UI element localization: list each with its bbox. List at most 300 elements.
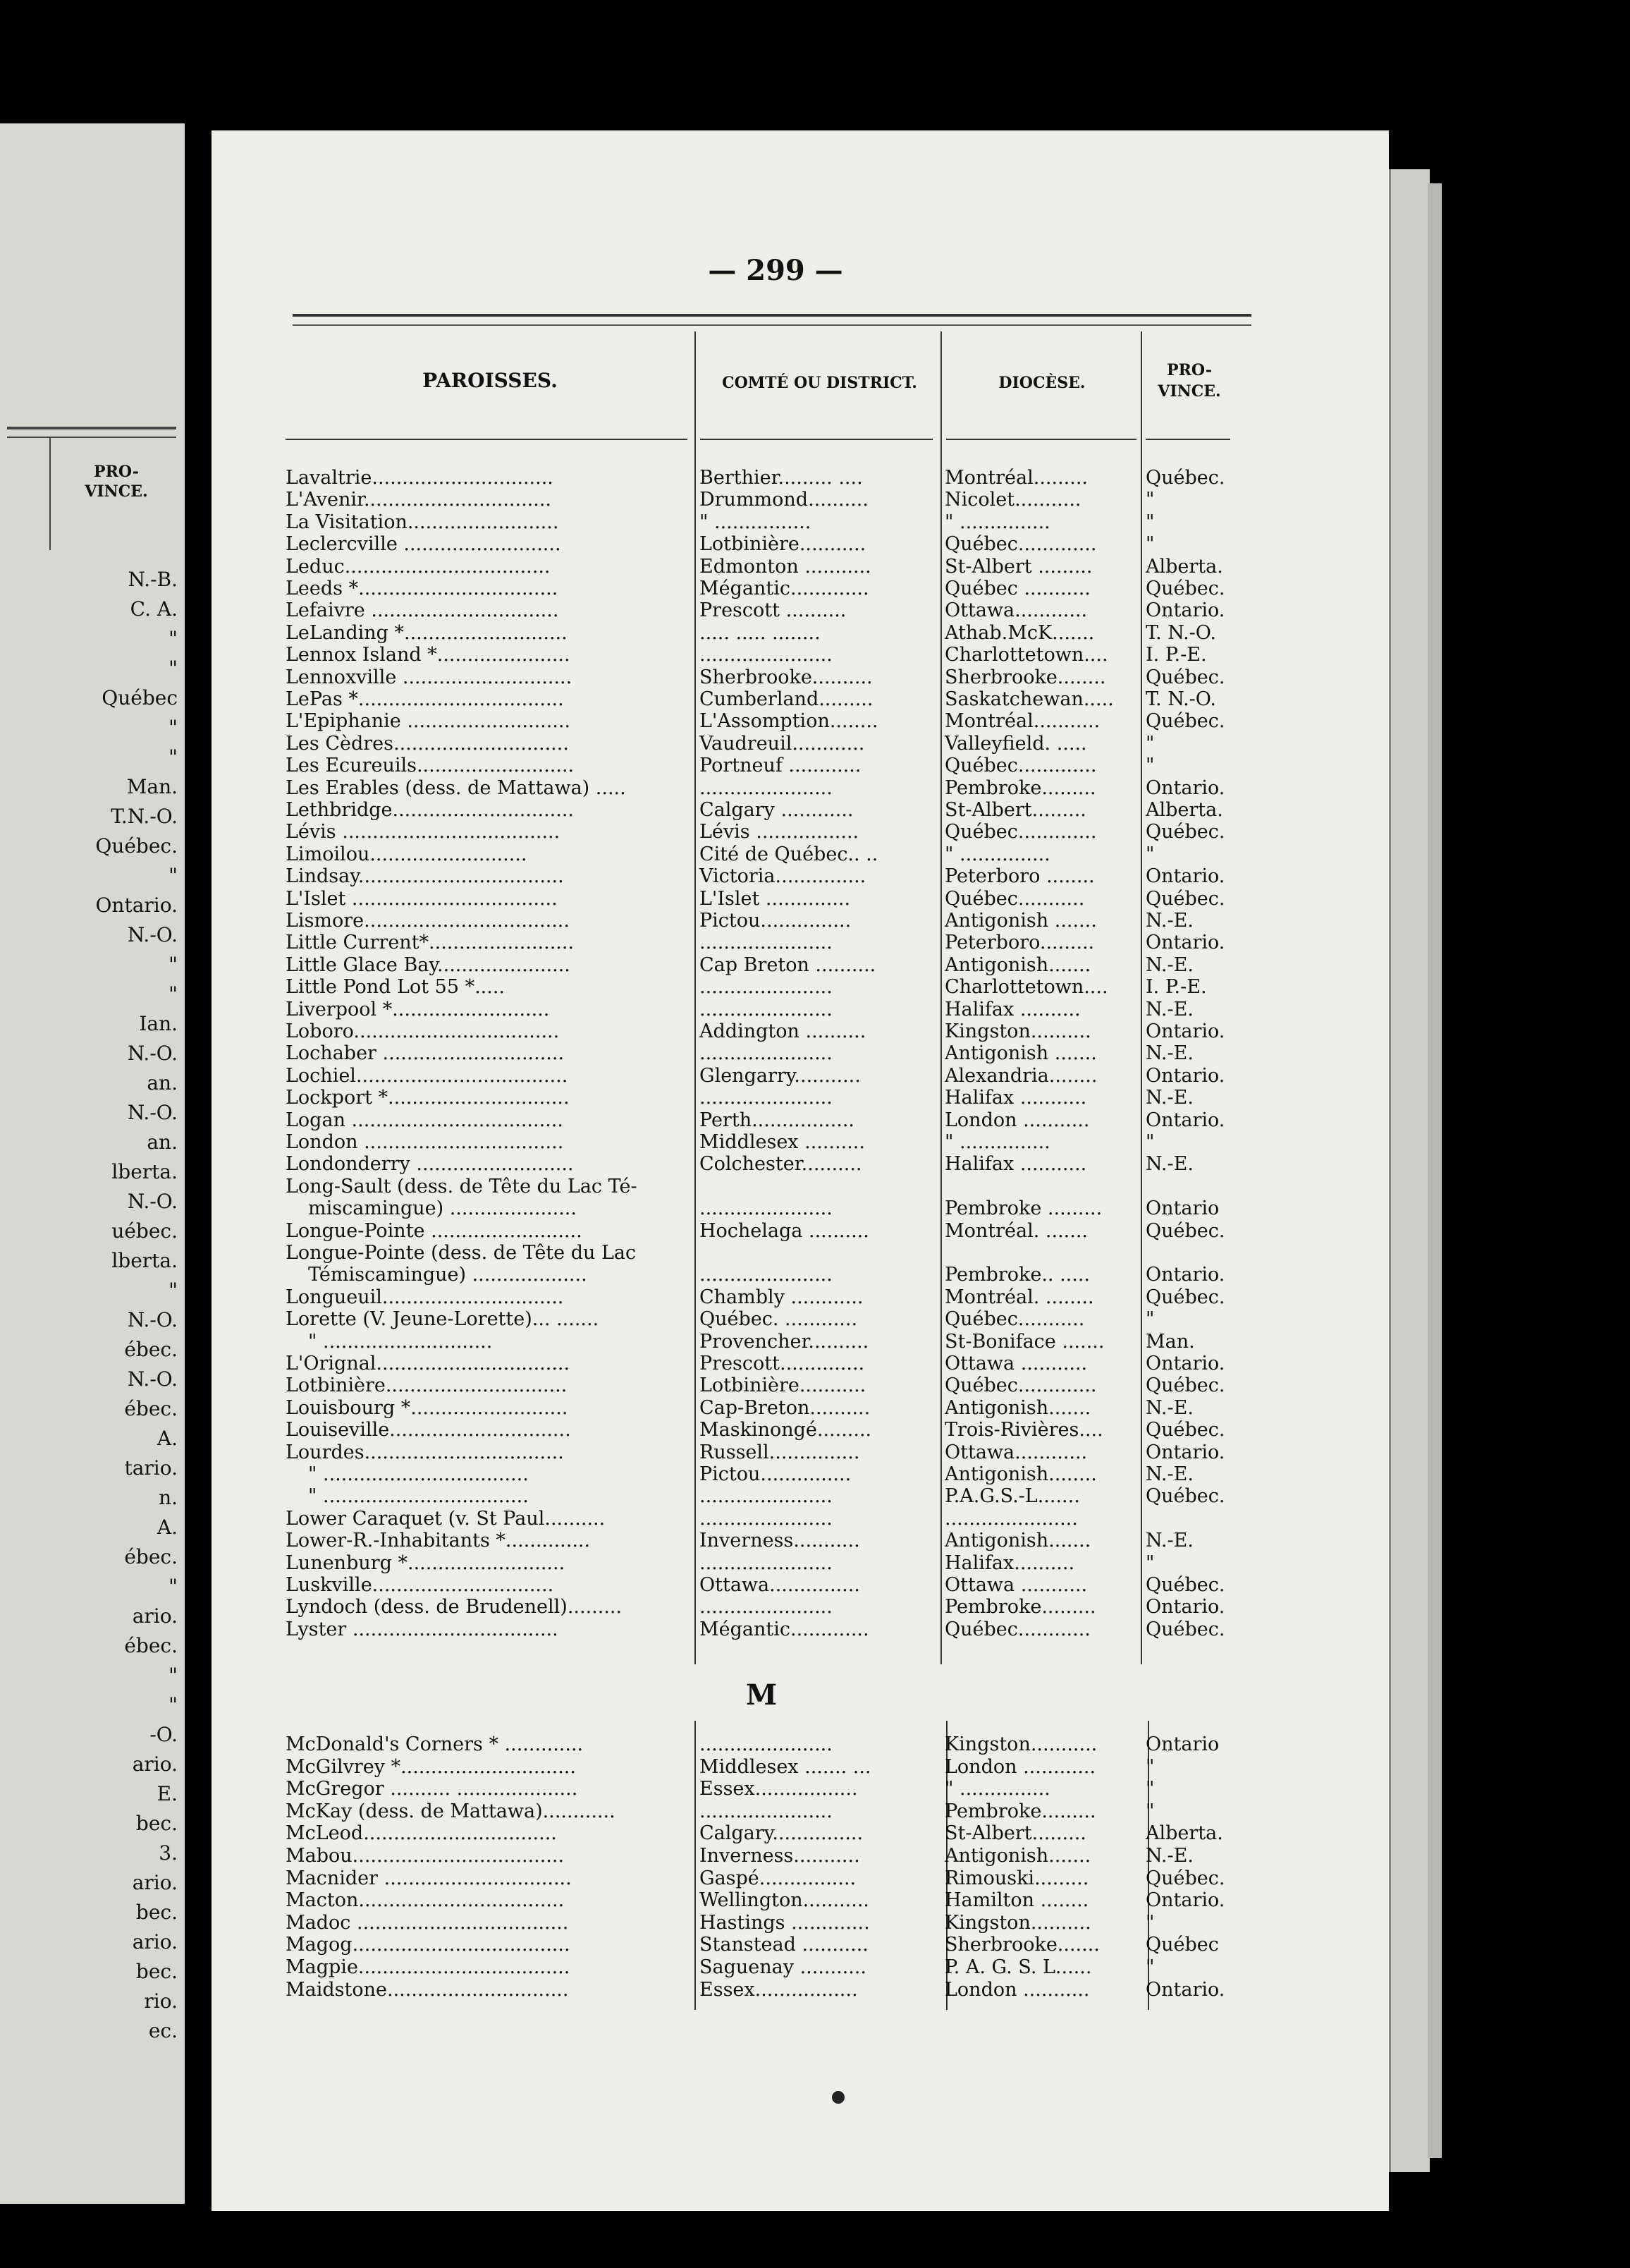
parish-cell: McGilvrey *.............................: [286, 1756, 576, 1778]
county-cell: Colchester..........: [699, 1153, 862, 1175]
table-row: [0, 533, 1269, 555]
diocese-cell: Rimouski.........: [945, 1867, 1089, 1889]
prev-province-entry: ": [168, 627, 178, 650]
province-cell: N.-E.: [1146, 1042, 1194, 1064]
county-cell: Cap Breton ..........: [699, 954, 876, 976]
diocese-cell: Ottawa............: [945, 599, 1088, 621]
table-row: [0, 865, 1269, 887]
province-cell: Ontario.: [1146, 777, 1225, 799]
parish-cell: Lotbinière..............................: [286, 1374, 568, 1396]
county-cell: Cap-Breton..........: [699, 1397, 871, 1419]
diocese-cell: Kingston..........: [945, 1912, 1091, 1934]
diocese-cell: Antigonish .......: [945, 1042, 1097, 1064]
prev-province-entry: Québec.: [95, 834, 178, 858]
county-cell: Inverness...........: [699, 1530, 860, 1551]
county-cell: Russell...............: [699, 1441, 860, 1463]
diocese-cell: Québec...........: [945, 1308, 1085, 1330]
province-cell: Ontario.: [1146, 1353, 1225, 1374]
page-number: — 299 —: [708, 254, 843, 287]
parish-cell: Lourdes.................................: [286, 1441, 564, 1463]
county-cell: Québec. ............: [699, 1308, 858, 1330]
prev-province-entry: ario.: [132, 1604, 178, 1628]
table-row: [0, 1979, 1269, 2001]
prev-header-rule: [7, 427, 176, 438]
county-cell: Lotbinière...........: [699, 533, 866, 555]
parish-cell: Magog....................................: [286, 1934, 570, 1956]
header-underline-3: [946, 439, 1136, 440]
prev-province-entry: uébec.: [111, 1219, 178, 1243]
county-cell: Wellington...........: [699, 1889, 870, 1911]
parish-cell: L'Avenir...............................: [286, 489, 552, 511]
prev-province-entry: ": [168, 745, 178, 769]
header-diocese: DIOCÈSE.: [998, 374, 1086, 392]
county-cell: Prescott..............: [699, 1353, 865, 1374]
diocese-cell: " ...............: [945, 511, 1050, 533]
parish-cell: Lefaivre ...............................: [286, 599, 559, 621]
header-underline-1: [286, 439, 687, 440]
ink-speck: [832, 2091, 845, 2104]
parish-cell: Lethbridge..............................: [286, 799, 574, 821]
parish-cell: McGregor .......... ....................: [286, 1778, 578, 1800]
prev-province-entry: N.-O.: [127, 923, 178, 946]
parish-cell: La Visitation.........................: [286, 511, 559, 533]
prev-province-entry: N.-O.: [127, 1101, 178, 1124]
table-row: [0, 1934, 1269, 1956]
prev-province-entry: ario.: [132, 1752, 178, 1776]
province-cell: Québec.: [1146, 666, 1225, 688]
county-cell: Middlesex ....... ...: [699, 1756, 871, 1778]
parish-cell: Londonderry ..........................: [286, 1153, 574, 1175]
table-row: [0, 910, 1269, 932]
county-cell: Mégantic.............: [699, 578, 869, 599]
diocese-cell: Antigonish........: [945, 1463, 1097, 1485]
diocese-cell: ......................: [945, 1508, 1078, 1530]
prev-province-entry: ébec.: [124, 1397, 178, 1420]
table-row: [0, 1419, 1269, 1441]
prev-province-entry: an.: [147, 1071, 178, 1095]
parish-cell: Louisbourg *..........................: [286, 1397, 568, 1419]
diocese-cell: Alexandria........: [945, 1065, 1098, 1087]
diocese-cell: St-Albert.........: [945, 1822, 1086, 1844]
province-cell: Québec: [1146, 1934, 1219, 1956]
diocese-cell: Ottawa ...........: [945, 1574, 1088, 1596]
prev-province-entry: ébec.: [124, 1338, 178, 1361]
diocese-cell: Québec............: [945, 1618, 1091, 1640]
province-cell: Ontario.: [1146, 1020, 1225, 1042]
county-cell: Provencher..........: [699, 1331, 869, 1353]
county-cell: Perth.................: [699, 1109, 854, 1131]
table-row: [0, 1596, 1269, 1618]
county-cell: Stanstead ...........: [699, 1934, 869, 1956]
table-row: [0, 999, 1269, 1020]
diocese-cell: Antigonish.......: [945, 954, 1091, 976]
county-cell: Pictou...............: [699, 910, 852, 932]
diocese-cell: London ...........: [945, 1109, 1090, 1131]
province-cell: Québec.: [1146, 1574, 1225, 1596]
province-cell: N.-E.: [1146, 1463, 1194, 1485]
prev-province-entry: 3.: [159, 1841, 178, 1865]
province-cell: Man.: [1146, 1331, 1195, 1353]
diocese-cell: London ...........: [945, 1979, 1090, 2001]
parish-cell: Lower Caraquet (v. St Paul..........: [286, 1508, 606, 1530]
county-cell: Addington ..........: [699, 1020, 866, 1042]
parish-cell: Leeds *.................................: [286, 578, 558, 599]
prev-province-entry: ": [168, 657, 178, 680]
prev-province-entry: rio.: [144, 1989, 178, 2013]
table-row: [0, 644, 1269, 666]
diocese-cell: Québec ...........: [945, 578, 1091, 599]
prev-province-entry: ": [168, 1279, 178, 1302]
diocese-cell: Ottawa............: [945, 1441, 1088, 1463]
table-row: [0, 843, 1269, 865]
table-row: [0, 1508, 1269, 1530]
parish-cell: miscamingue) .....................: [308, 1197, 577, 1219]
province-cell: T. N.-O.: [1146, 622, 1216, 644]
table-row: [0, 1065, 1269, 1087]
table-row: [0, 1264, 1269, 1286]
diocese-cell: Athab.McK.......: [945, 622, 1095, 644]
diocese-cell: Halifax ...........: [945, 1087, 1087, 1109]
table-row: [0, 489, 1269, 511]
prev-province-entry: E.: [157, 1782, 178, 1805]
diocese-cell: Montréal.........: [945, 467, 1089, 489]
parish-cell: Magpie...................................: [286, 1956, 570, 1978]
province-cell: Québec.: [1146, 1419, 1225, 1441]
parish-cell: Les Erables (dess. de Mattawa) .....: [286, 777, 626, 799]
county-cell: Gaspé................: [699, 1867, 857, 1889]
table-row: [0, 1756, 1269, 1778]
section-letter: M: [745, 1678, 778, 1712]
parish-cell: Luskville..............................: [286, 1574, 554, 1596]
parish-cell: L'Islet ..................................: [286, 888, 558, 910]
diocese-cell: " ...............: [945, 843, 1050, 865]
table-row: [0, 599, 1269, 621]
diocese-cell: Trois-Rivières....: [945, 1419, 1103, 1441]
prev-province-entry: N.-B.: [128, 568, 178, 591]
diocese-cell: Québec.............: [945, 533, 1097, 555]
diocese-cell: Kingston..........: [945, 1020, 1091, 1042]
diocese-cell: P. A. G. S. L......: [945, 1956, 1092, 1978]
parish-cell: Mabou...................................: [286, 1845, 565, 1867]
county-cell: Chambly ............: [699, 1286, 864, 1308]
table-row: [0, 1374, 1269, 1396]
prev-province-entry: tario.: [124, 1456, 178, 1480]
diocese-cell: Saskatchewan.....: [945, 688, 1114, 710]
parish-cell: " ..................................: [308, 1485, 529, 1507]
diocese-cell: Québec.............: [945, 1374, 1097, 1396]
diocese-cell: Antigonish .......: [945, 910, 1097, 932]
table-row: [0, 578, 1269, 599]
prev-province-entry: bec.: [135, 1960, 178, 1983]
parish-cell: Maidstone..............................: [286, 1979, 569, 2001]
province-cell: I. P.-E.: [1146, 976, 1207, 998]
prev-province-entry: A.: [157, 1427, 178, 1450]
table-row: [0, 1331, 1269, 1353]
diocese-cell: Kingston...........: [945, 1733, 1098, 1755]
table-row: [0, 932, 1269, 953]
parish-cell: Little Glace Bay......................: [286, 954, 570, 976]
parish-cell: L'Orignal................................: [286, 1353, 570, 1374]
table-row: [0, 1197, 1269, 1219]
diocese-cell: Valleyfield. .....: [945, 733, 1087, 755]
parish-cell: Madoc ...................................: [286, 1912, 569, 1934]
province-cell: N.-E.: [1146, 1153, 1194, 1175]
province-cell: Ontario: [1146, 1733, 1220, 1755]
province-cell: Alberta.: [1146, 556, 1223, 578]
county-cell: L'Assomption........: [699, 710, 878, 732]
parish-cell: Long-Sault (dess. de Tête du Lac Té-: [286, 1176, 637, 1197]
page-edge: [1389, 169, 1430, 2172]
province-cell: Ontario.: [1146, 1264, 1225, 1286]
table-row: [0, 755, 1269, 776]
parish-cell: " ..................................: [308, 1463, 529, 1485]
province-cell: Ontario.: [1146, 1596, 1225, 1618]
prev-province-entry: bec.: [135, 1901, 178, 1924]
diocese-cell: Montréal. ........: [945, 1286, 1094, 1308]
parish-cell: Macnider ...............................: [286, 1867, 572, 1889]
diocese-cell: Pembroke .........: [945, 1197, 1103, 1219]
parish-cell: Lindsay..................................: [286, 865, 564, 887]
table-row: [0, 1867, 1269, 1889]
county-cell: Maskinongé.........: [699, 1419, 872, 1441]
prev-province-entry: ": [168, 716, 178, 739]
county-cell: Drummond..........: [699, 489, 869, 511]
diocese-cell: Antigonish.......: [945, 1530, 1091, 1551]
county-cell: ......................: [699, 1552, 833, 1574]
diocese-cell: Montréal...........: [945, 710, 1101, 732]
prev-province-entry: N.-O.: [127, 1367, 178, 1391]
table-row: [0, 1822, 1269, 1844]
county-cell: Prescott ..........: [699, 599, 847, 621]
table-row: [0, 733, 1269, 755]
header-underline-4: [1146, 439, 1230, 440]
table-row: [0, 1574, 1269, 1596]
county-cell: Edmonton ...........: [699, 556, 871, 578]
prev-province-entry: ébec.: [124, 1634, 178, 1657]
table-row: [0, 777, 1269, 799]
prev-province-entry: an.: [147, 1130, 178, 1154]
table-row: [0, 1087, 1269, 1109]
parish-cell: Lower-R.-Inhabitants *..............: [286, 1530, 591, 1551]
parish-cell: McDonald's Corners * .............: [286, 1733, 584, 1755]
county-cell: ......................: [699, 976, 833, 998]
diocese-cell: Ottawa ...........: [945, 1353, 1088, 1374]
county-cell: Essex.................: [699, 1979, 858, 2001]
province-cell: Québec.: [1146, 1374, 1225, 1396]
parish-cell: Lochiel...................................: [286, 1065, 568, 1087]
province-cell: Ontario: [1146, 1197, 1220, 1219]
diocese-cell: Montréal. .......: [945, 1220, 1089, 1242]
table-row: [0, 1530, 1269, 1551]
prev-province-entry: ": [168, 1693, 178, 1717]
parish-cell: Liverpool *..........................: [286, 999, 550, 1020]
county-cell: Portneuf ............: [699, 755, 862, 776]
county-cell: Glengarry...........: [699, 1065, 861, 1087]
header-paroisses: PAROISSES.: [422, 369, 558, 392]
diocese-cell: Peterboro.........: [945, 932, 1095, 953]
province-cell: ": [1146, 1131, 1155, 1153]
table-row: [0, 1800, 1269, 1822]
table-row: [0, 622, 1269, 644]
parish-cell: Lavaltrie..............................: [286, 467, 553, 489]
province-cell: ": [1146, 1778, 1155, 1800]
county-cell: Vaudreuil............: [699, 733, 865, 755]
parish-cell: McKay (dess. de Mattawa)............: [286, 1800, 615, 1822]
diocese-cell: Charlottetown....: [945, 644, 1108, 666]
table-row: [0, 1308, 1269, 1330]
parish-cell: Little Current*........................: [286, 932, 575, 953]
table-row: [0, 1242, 1269, 1264]
table-row: [0, 666, 1269, 688]
province-cell: Québec.: [1146, 467, 1225, 489]
parish-cell: Lennoxville ............................: [286, 666, 572, 688]
prev-province-entry: Man.: [126, 775, 178, 798]
province-cell: Québec.: [1146, 888, 1225, 910]
prev-province-entry: bec.: [135, 1812, 178, 1835]
parish-cell: Lunenburg *..........................: [286, 1552, 565, 1574]
prev-province-entry: ": [168, 982, 178, 1006]
province-cell: Québec.: [1146, 710, 1225, 732]
table-row: [0, 556, 1269, 578]
county-cell: ......................: [699, 1596, 833, 1618]
diocese-cell: Sherbrooke........: [945, 666, 1106, 688]
county-cell: Lévis .................: [699, 821, 859, 843]
province-cell: N.-E.: [1146, 954, 1194, 976]
diocese-cell: Antigonish.......: [945, 1845, 1091, 1867]
diocese-cell: Pembroke.........: [945, 1800, 1096, 1822]
prev-province-entry: T.N.-O.: [111, 805, 178, 828]
province-cell: ": [1146, 755, 1155, 776]
parish-cell: Lyster ..................................: [286, 1618, 558, 1640]
diocese-cell: Peterboro ........: [945, 865, 1095, 887]
prev-province-entry: Ontario.: [95, 894, 178, 917]
county-cell: ......................: [699, 1733, 833, 1755]
table-row: [0, 888, 1269, 910]
province-cell: N.-E.: [1146, 999, 1194, 1020]
county-cell: Inverness...........: [699, 1845, 860, 1867]
province-cell: Québec.: [1146, 1220, 1225, 1242]
province-cell: Québec.: [1146, 1618, 1225, 1640]
province-cell: Ontario.: [1146, 1889, 1225, 1911]
parish-cell: L'Epiphanie ...........................: [286, 710, 571, 732]
parish-cell: Témiscamingue) ...................: [308, 1264, 587, 1286]
prev-province-entry: N.-O.: [127, 1308, 178, 1331]
county-cell: Mégantic.............: [699, 1618, 869, 1640]
parish-cell: Lennox Island *......................: [286, 644, 570, 666]
parish-cell: LePas *..................................: [286, 688, 564, 710]
diocese-cell: Pembroke.........: [945, 1596, 1096, 1618]
diocese-cell: Halifax ..........: [945, 999, 1081, 1020]
parish-cell: Louiseville..............................: [286, 1419, 571, 1441]
parish-cell: Leclercville ..........................: [286, 533, 561, 555]
province-cell: Ontario.: [1146, 932, 1225, 953]
parish-cell: Lockport *..............................: [286, 1087, 570, 1109]
prev-province-entry: n.: [159, 1486, 178, 1509]
header-province: PRO- VINCE.: [1158, 361, 1221, 401]
province-cell: Ontario.: [1146, 599, 1225, 621]
prev-province-entry: lberta.: [111, 1160, 178, 1183]
province-cell: Québec.: [1146, 1867, 1225, 1889]
province-cell: Québec.: [1146, 821, 1225, 843]
parish-cell: Les Cèdres.............................: [286, 733, 569, 755]
parish-cell: Lismore..................................: [286, 910, 570, 932]
page-edge-shadow: [1428, 183, 1442, 2158]
province-cell: I. P.-E.: [1146, 644, 1207, 666]
table-row: [0, 1286, 1269, 1308]
parish-cell: London .................................: [286, 1131, 564, 1153]
county-cell: Hochelaga ..........: [699, 1220, 869, 1242]
county-cell: ..... ..... ........: [699, 622, 821, 644]
table-row: [0, 1889, 1269, 1911]
prev-province-header: PRO- VINCE.: [85, 463, 148, 501]
table-row: [0, 1353, 1269, 1374]
county-cell: " ................: [699, 511, 811, 533]
table-row: [0, 1397, 1269, 1419]
diocese-cell: " ...............: [945, 1778, 1050, 1800]
county-cell: Cumberland.........: [699, 688, 874, 710]
province-cell: N.-E.: [1146, 910, 1194, 932]
county-cell: ......................: [699, 777, 833, 799]
header-underline-2: [700, 439, 933, 440]
county-cell: ......................: [699, 999, 833, 1020]
diocese-cell: Halifax..........: [945, 1552, 1075, 1574]
prev-province-entry: ": [168, 864, 178, 887]
province-cell: N.-E.: [1146, 1845, 1194, 1867]
diocese-cell: Pembroke.. .....: [945, 1264, 1090, 1286]
province-cell: Ontario.: [1146, 1109, 1225, 1131]
province-cell: Québec.: [1146, 1485, 1225, 1507]
prev-province-entry: ": [168, 1664, 178, 1687]
diocese-cell: P.A.G.S.-L.......: [945, 1485, 1080, 1507]
header-comte: COMTÉ OU DISTRICT.: [722, 374, 917, 392]
province-cell: ": [1146, 843, 1155, 865]
prev-province-entry: C. A.: [130, 597, 178, 621]
parish-cell: Little Pond Lot 55 *.....: [286, 976, 505, 998]
county-cell: Middlesex ..........: [699, 1131, 865, 1153]
province-cell: N.-E.: [1146, 1530, 1194, 1551]
prev-province-entry: lberta.: [111, 1249, 178, 1272]
diocese-cell: Québec.............: [945, 755, 1097, 776]
table-row: [0, 1845, 1269, 1867]
diocese-cell: Québec...........: [945, 888, 1085, 910]
table-row: [0, 799, 1269, 821]
province-cell: Ontario.: [1146, 865, 1225, 887]
province-cell: N.-E.: [1146, 1397, 1194, 1419]
diocese-cell: Québec.............: [945, 821, 1097, 843]
parish-cell: " ............................: [308, 1331, 493, 1353]
table-row: [0, 1109, 1269, 1131]
parish-cell: Lyndoch (dess. de Brudenell).........: [286, 1596, 623, 1618]
parish-cell: Loboro..................................: [286, 1020, 560, 1042]
county-cell: ......................: [699, 1042, 833, 1064]
county-cell: ......................: [699, 1264, 833, 1286]
table-row: [0, 467, 1269, 489]
county-cell: Calgary ............: [699, 799, 854, 821]
diocese-cell: Nicolet...........: [945, 489, 1081, 511]
parish-cell: Limoilou..........................: [286, 843, 527, 865]
prev-province-entry: ario.: [132, 1930, 178, 1953]
province-cell: ": [1146, 1912, 1155, 1934]
province-cell: ": [1146, 1308, 1155, 1330]
province-cell: Alberta.: [1146, 1822, 1223, 1844]
county-cell: Saguenay ...........: [699, 1956, 866, 1978]
parish-cell: Les Ecureuils..........................: [286, 755, 575, 776]
diocese-cell: Charlottetown....: [945, 976, 1108, 998]
table-row: [0, 1220, 1269, 1242]
parish-cell: Leduc..................................: [286, 556, 551, 578]
county-cell: Berthier......... ....: [699, 467, 863, 489]
county-cell: L'Islet ..............: [699, 888, 851, 910]
